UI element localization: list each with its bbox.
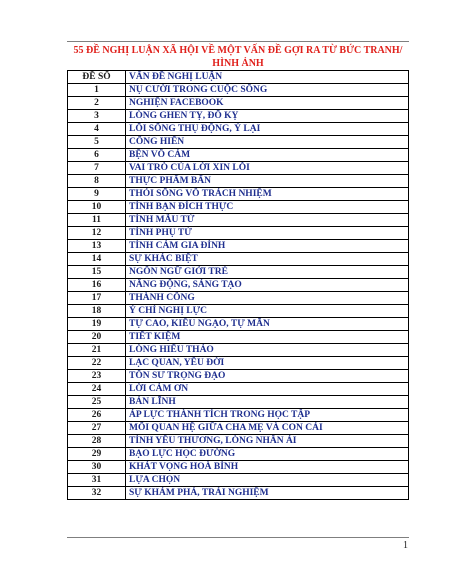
topic-number: 5 (68, 136, 126, 149)
table-row (68, 84, 409, 97)
topic-title: TIẾT KIỆM (126, 331, 409, 344)
table-row (68, 266, 409, 279)
table-row (68, 396, 409, 409)
topic-number: 17 (68, 292, 126, 305)
topic-number: 2 (68, 97, 126, 110)
topic-number: 10 (68, 201, 126, 214)
topic-number: 20 (68, 331, 126, 344)
topic-title: BỆN VÔ CẢM (126, 149, 409, 162)
header-rule (67, 41, 409, 42)
topic-number: 23 (68, 370, 126, 383)
topic-number: 18 (68, 305, 126, 318)
topic-number: 13 (68, 240, 126, 253)
table-header-row (68, 71, 409, 84)
table-row (68, 227, 409, 240)
topic-number: 26 (68, 409, 126, 422)
topic-number: 16 (68, 279, 126, 292)
table-row (68, 305, 409, 318)
footer-rule (67, 537, 409, 538)
topic-title: Ý CHÍ NGHỊ LỰC (126, 305, 409, 318)
topic-number: 22 (68, 357, 126, 370)
topic-number: 9 (68, 188, 126, 201)
document-title: 55 ĐỀ NGHỊ LUẬN XÃ HỘI VỀ MỘT VẤN ĐỀ GỢI RA TỪ BỨC TRANH/ HÌNH ẢNH (73, 45, 403, 69)
topic-title: KHÁT VỌNG HOÀ BÌNH (126, 461, 409, 474)
topic-number: 30 (68, 461, 126, 474)
topic-title: LỐI SỐNG THỤ ĐỘNG, Ỷ LẠI (126, 123, 409, 136)
topic-number: 11 (68, 214, 126, 227)
topic-number: 29 (68, 448, 126, 461)
topic-title: TÌNH CẢM GIA ĐÌNH (126, 240, 409, 253)
topic-title: LỜI CẢM ƠN (126, 383, 409, 396)
topic-title: CỐNG HIẾN (126, 136, 409, 149)
table-row (68, 357, 409, 370)
topic-title: TÌNH PHỤ TỬ (126, 227, 409, 240)
table-row (68, 383, 409, 396)
table-row (68, 201, 409, 214)
table-row (68, 422, 409, 435)
topic-number: 25 (68, 396, 126, 409)
topic-title: ÁP LỰC THÀNH TÍCH TRONG HỌC TẬP (126, 409, 409, 422)
table-row (68, 123, 409, 136)
table-row (68, 175, 409, 188)
table-row (68, 214, 409, 227)
table-row (68, 279, 409, 292)
topic-number: 21 (68, 344, 126, 357)
table-row (68, 149, 409, 162)
topic-number: 19 (68, 318, 126, 331)
topic-title: TÌNH YÊU THƯƠNG, LÒNG NHÂN ÁI (126, 435, 409, 448)
topic-title: THÓI SỐNG VÔ TRÁCH NHIỆM (126, 188, 409, 201)
table-row (68, 97, 409, 110)
topic-title: BẢN LĨNH (126, 396, 409, 409)
topic-title: LỰA CHỌN (126, 474, 409, 487)
table-row (68, 188, 409, 201)
topic-number: 3 (68, 110, 126, 123)
topic-number: 31 (68, 474, 126, 487)
table-row (68, 318, 409, 331)
table-row (68, 435, 409, 448)
page-number: 1 (403, 540, 408, 551)
topic-title: MỐI QUAN HỆ GIỮA CHA MẸ VÀ CON CÁI (126, 422, 409, 435)
topic-title: NĂNG ĐỘNG, SÁNG TẠO (126, 279, 409, 292)
topic-number: 8 (68, 175, 126, 188)
topic-title: LẠC QUAN, YÊU ĐỜI (126, 357, 409, 370)
table-row (68, 253, 409, 266)
topic-title: BẠO LỰC HỌC ĐƯỜNG (126, 448, 409, 461)
topic-number: 1 (68, 84, 126, 97)
table-row (68, 461, 409, 474)
topic-title: THỰC PHẨM BẨN (126, 175, 409, 188)
topic-title: LÒNG GHEN TỴ, ĐỐ KỴ (126, 110, 409, 123)
topic-title: VAI TRÒ CỦA LỜI XIN LỖI (126, 162, 409, 175)
topic-title: TỰ CAO, KIÊU NGẠO, TỰ MÃN (126, 318, 409, 331)
topic-title: SỰ KHÁC BIỆT (126, 253, 409, 266)
topic-title: TÌNH BẠN ĐÍCH THỰC (126, 201, 409, 214)
topic-number: 15 (68, 266, 126, 279)
topic-title: TÌNH MẪU TỬ (126, 214, 409, 227)
topic-number: 4 (68, 123, 126, 136)
topic-title: NGÔN NGỮ GIỚI TRẺ (126, 266, 409, 279)
topic-number: 32 (68, 487, 126, 500)
table-row (68, 136, 409, 149)
table-row (68, 331, 409, 344)
topics-table (67, 70, 409, 500)
table-row (68, 474, 409, 487)
topic-number: 24 (68, 383, 126, 396)
table-row (68, 487, 409, 500)
topic-title: THÀNH CÔNG (126, 292, 409, 305)
topic-number: 14 (68, 253, 126, 266)
table-row (68, 162, 409, 175)
topic-number: 6 (68, 149, 126, 162)
topic-title: NGHIỆN FACEBOOK (126, 97, 409, 110)
topic-number: 7 (68, 162, 126, 175)
table-row (68, 292, 409, 305)
column-header-topic: VẤN ĐỀ NGHỊ LUẬN (126, 71, 409, 84)
table-row (68, 448, 409, 461)
topic-number: 27 (68, 422, 126, 435)
topic-number: 12 (68, 227, 126, 240)
table-row (68, 344, 409, 357)
topic-title: LÒNG HIẾU THẢO (126, 344, 409, 357)
table-row (68, 240, 409, 253)
table-row (68, 409, 409, 422)
table-body (68, 84, 409, 500)
table-row (68, 370, 409, 383)
column-header-number: ĐỀ SỐ (68, 71, 126, 84)
topic-title: SỰ KHÁM PHÁ, TRẢI NGHIỆM (126, 487, 409, 500)
topic-title: TÔN SƯ TRỌNG ĐẠO (126, 370, 409, 383)
topic-title: NỤ CƯỜI TRONG CUỘC SỐNG (126, 84, 409, 97)
topic-number: 28 (68, 435, 126, 448)
table-row (68, 110, 409, 123)
